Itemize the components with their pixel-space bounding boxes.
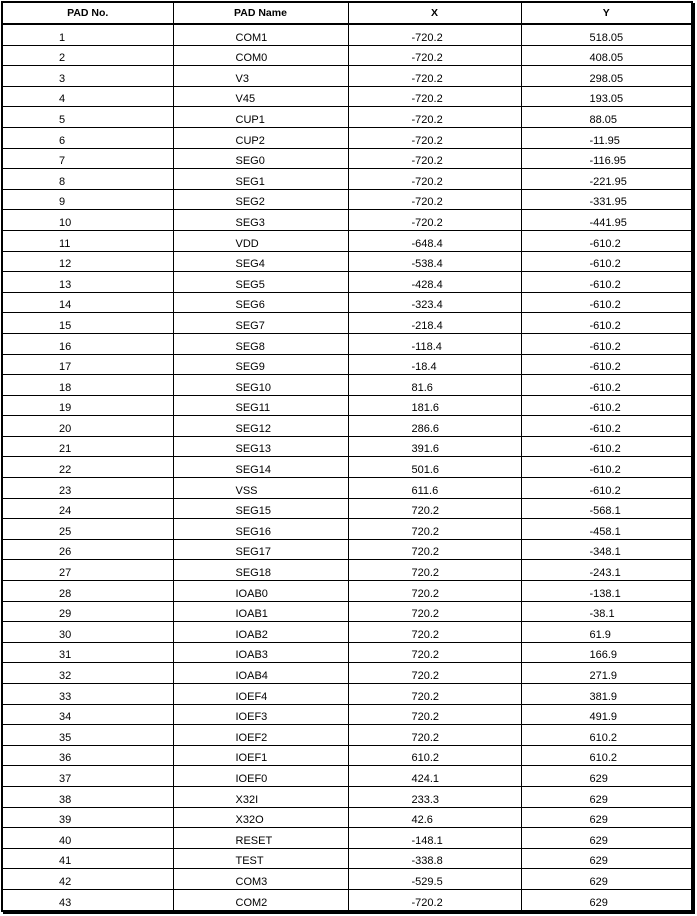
cell-y: 610.2 — [521, 745, 691, 766]
cell-y: -610.2 — [521, 436, 691, 457]
cell-x: -720.2 — [348, 24, 521, 45]
cell-pad-no: 5 — [3, 107, 173, 128]
cell-pad-no: 27 — [3, 560, 173, 581]
cell-pad-name: IOAB4 — [173, 663, 348, 684]
table-row — [3, 539, 691, 560]
cell-pad-name: IOEF3 — [173, 704, 348, 725]
cell-y: 629 — [521, 828, 691, 849]
cell-pad-no: 38 — [3, 786, 173, 807]
cell-y: -243.1 — [521, 560, 691, 581]
table-row — [3, 663, 691, 684]
cell-pad-name: SEG10 — [173, 375, 348, 396]
cell-pad-name: SEG15 — [173, 498, 348, 519]
cell-pad-name: SEG14 — [173, 457, 348, 478]
cell-y: -610.2 — [521, 375, 691, 396]
cell-pad-name: IOEF1 — [173, 745, 348, 766]
table-row — [3, 889, 691, 909]
cell-pad-no: 21 — [3, 436, 173, 457]
cell-y: 629 — [521, 889, 691, 909]
cell-x: 424.1 — [348, 766, 521, 787]
cell-x: 720.2 — [348, 519, 521, 540]
cell-x: 720.2 — [348, 498, 521, 519]
table-row — [3, 66, 691, 87]
cell-pad-name: X32I — [173, 786, 348, 807]
cell-x: 720.2 — [348, 601, 521, 622]
cell-pad-name: COM2 — [173, 889, 348, 909]
cell-pad-no: 41 — [3, 848, 173, 869]
cell-x: -338.8 — [348, 848, 521, 869]
table-row — [3, 498, 691, 519]
cell-x: 42.6 — [348, 807, 521, 828]
cell-y: -610.2 — [521, 354, 691, 375]
table-row — [3, 127, 691, 148]
cell-pad-name: V45 — [173, 86, 348, 107]
cell-pad-no: 28 — [3, 581, 173, 602]
cell-pad-no: 43 — [59, 896, 72, 909]
cell-x: 233.3 — [348, 786, 521, 807]
cell-pad-name: SEG1 — [173, 169, 348, 190]
table-row — [3, 581, 691, 602]
cell-x: -720.2 — [348, 889, 521, 909]
cell-x: 720.2 — [348, 642, 521, 663]
table-row — [3, 416, 691, 437]
cell-pad-name: SEG8 — [173, 333, 348, 354]
cell-y: 298.05 — [521, 66, 691, 87]
cell-pad-name: X32O — [173, 807, 348, 828]
cell-y: -331.95 — [521, 189, 691, 210]
cell-y: 629 — [521, 786, 691, 807]
cell-y: -441.95 — [521, 210, 691, 231]
cell-pad-no: 15 — [3, 313, 173, 334]
cell-pad-name: RESET — [173, 828, 348, 849]
cell-pad-name: COM1 — [173, 24, 348, 45]
cell-x: -18.4 — [348, 354, 521, 375]
cell-pad-name: SEG17 — [173, 539, 348, 560]
cell-x: -720.2 — [348, 189, 521, 210]
cell-pad-no: 35 — [3, 725, 173, 746]
cell-x: -148.1 — [348, 828, 521, 849]
table-header-row — [3, 3, 691, 24]
cell-pad-no: 3 — [3, 66, 173, 87]
cell-y: 610.2 — [521, 725, 691, 746]
cell-pad-name: IOAB2 — [173, 622, 348, 643]
cell-x: 720.2 — [348, 560, 521, 581]
cell-x: 81.6 — [348, 375, 521, 396]
table-row — [3, 519, 691, 540]
cell-x: 181.6 — [348, 395, 521, 416]
cell-y: 381.9 — [521, 684, 691, 705]
cell-pad-no: 40 — [3, 828, 173, 849]
table-row — [3, 230, 691, 251]
table-row — [3, 354, 691, 375]
cell-y: 491.9 — [521, 704, 691, 725]
cell-pad-no: 24 — [3, 498, 173, 519]
cell-y: -610.2 — [521, 272, 691, 293]
cell-x: 720.2 — [348, 663, 521, 684]
cell-pad-no: 20 — [3, 416, 173, 437]
cell-y: -610.2 — [521, 230, 691, 251]
cell-pad-name: SEG16 — [173, 519, 348, 540]
cell-pad-no: 10 — [3, 210, 173, 231]
cell-pad-no: 25 — [3, 519, 173, 540]
cell-pad-no: 23 — [3, 478, 173, 499]
cell-pad-no: 9 — [3, 189, 173, 210]
cell-x: -720.2 — [348, 148, 521, 169]
cell-pad-no: 18 — [3, 375, 173, 396]
cell-pad-no: 13 — [3, 272, 173, 293]
cell-pad-name: TEST — [173, 848, 348, 869]
cell-pad-no: 19 — [3, 395, 173, 416]
table-row — [3, 272, 691, 293]
table-row — [3, 86, 691, 107]
cell-y: -11.95 — [521, 127, 691, 148]
cell-pad-no: 14 — [3, 292, 173, 313]
cell-pad-no: 30 — [3, 622, 173, 643]
cell-x: -428.4 — [348, 272, 521, 293]
table-row — [3, 24, 691, 45]
pad-coordinate-table — [3, 3, 691, 910]
cell-pad-name: IOAB3 — [173, 642, 348, 663]
cell-pad-name: IOEF4 — [173, 684, 348, 705]
cell-pad-name: SEG13 — [173, 436, 348, 457]
cell-pad-no: 22 — [3, 457, 173, 478]
cell-x: -218.4 — [348, 313, 521, 334]
cell-pad-name: SEG7 — [173, 313, 348, 334]
table-row — [3, 807, 691, 828]
cell-y: 408.05 — [521, 45, 691, 66]
cell-pad-name: SEG5 — [173, 272, 348, 293]
table-row — [3, 704, 691, 725]
table-row — [3, 725, 691, 746]
cell-y: 629 — [521, 848, 691, 869]
cell-pad-name: COM3 — [173, 869, 348, 890]
cell-x: 501.6 — [348, 457, 521, 478]
header-pad-no: PAD No. — [3, 3, 173, 24]
cell-y: -610.2 — [521, 478, 691, 499]
cell-pad-no: 16 — [3, 333, 173, 354]
cell-y: 518.05 — [521, 24, 691, 45]
cell-pad-no: 2 — [3, 45, 173, 66]
cell-pad-no: 32 — [3, 663, 173, 684]
table-row — [3, 457, 691, 478]
cell-pad-name: CUP1 — [173, 107, 348, 128]
cell-y: 88.05 — [521, 107, 691, 128]
cell-pad-no: 17 — [3, 354, 173, 375]
cell-y: -348.1 — [521, 539, 691, 560]
pad-table-frame — [1, 1, 693, 912]
cell-y: -116.95 — [521, 148, 691, 169]
cell-y: -568.1 — [521, 498, 691, 519]
table-row — [3, 601, 691, 622]
cell-y: 629 — [521, 869, 691, 890]
table-row — [3, 848, 691, 869]
cell-pad-no: 37 — [3, 766, 173, 787]
table-row — [3, 684, 691, 705]
cell-pad-name: IOAB1 — [173, 601, 348, 622]
cell-x: -648.4 — [348, 230, 521, 251]
cell-pad-name: SEG4 — [173, 251, 348, 272]
cell-pad-name: IOEF2 — [173, 725, 348, 746]
cell-y: -610.2 — [521, 313, 691, 334]
cell-y: -610.2 — [521, 292, 691, 313]
table-row — [3, 210, 691, 231]
header-x: X — [348, 3, 521, 24]
cell-x: -720.2 — [348, 210, 521, 231]
cell-pad-no: 8 — [3, 169, 173, 190]
table-row — [3, 745, 691, 766]
cell-x: 286.6 — [348, 416, 521, 437]
cell-pad-no: 11 — [3, 230, 173, 251]
cell-pad-name: SEG11 — [173, 395, 348, 416]
cell-pad-name: SEG2 — [173, 189, 348, 210]
table-row — [3, 436, 691, 457]
table-row — [3, 622, 691, 643]
cell-y: -610.2 — [521, 457, 691, 478]
cell-pad-name: SEG6 — [173, 292, 348, 313]
cell-y: -610.2 — [521, 395, 691, 416]
cell-y: 629 — [521, 766, 691, 787]
header-pad-name: PAD Name — [173, 3, 348, 24]
cell-pad-name: VDD — [173, 230, 348, 251]
cell-pad-no: 33 — [3, 684, 173, 705]
cell-pad-name: SEG12 — [173, 416, 348, 437]
cell-x: -529.5 — [348, 869, 521, 890]
table-row — [3, 786, 691, 807]
cell-pad-no: 39 — [3, 807, 173, 828]
cell-x: -720.2 — [348, 86, 521, 107]
table-body — [3, 24, 691, 910]
cell-x: 611.6 — [348, 478, 521, 499]
cell-x: -720.2 — [348, 127, 521, 148]
cell-x: 610.2 — [348, 745, 521, 766]
table-row — [3, 828, 691, 849]
cell-x: 720.2 — [348, 684, 521, 705]
cell-y: -38.1 — [521, 601, 691, 622]
table-row — [3, 375, 691, 396]
cell-pad-no: 26 — [3, 539, 173, 560]
table-row — [3, 251, 691, 272]
cell-x: -538.4 — [348, 251, 521, 272]
cell-x: 720.2 — [348, 581, 521, 602]
cell-pad-name: V3 — [173, 66, 348, 87]
cell-pad-name: SEG3 — [173, 210, 348, 231]
table-row — [3, 766, 691, 787]
table-row — [3, 395, 691, 416]
cell-y: -458.1 — [521, 519, 691, 540]
cell-x: 720.2 — [348, 704, 521, 725]
cell-x: -323.4 — [348, 292, 521, 313]
cell-pad-no: 42 — [3, 869, 173, 890]
cell-pad-name: SEG18 — [173, 560, 348, 581]
table-row — [3, 169, 691, 190]
cell-pad-name: COM0 — [173, 45, 348, 66]
cell-pad-no: 7 — [3, 148, 173, 169]
cell-y: 629 — [521, 807, 691, 828]
table-row — [3, 45, 691, 66]
table-row — [3, 560, 691, 581]
cell-x: 720.2 — [348, 539, 521, 560]
cell-y: 271.9 — [521, 663, 691, 684]
cell-pad-no: 29 — [3, 601, 173, 622]
table-row — [3, 333, 691, 354]
cell-x: -720.2 — [348, 66, 521, 87]
cell-pad-no: 12 — [3, 251, 173, 272]
cell-pad-name: SEG9 — [173, 354, 348, 375]
cell-y: -138.1 — [521, 581, 691, 602]
cell-y: -610.2 — [521, 251, 691, 272]
cell-x: -720.2 — [348, 107, 521, 128]
cell-y: -221.95 — [521, 169, 691, 190]
header-y: Y — [521, 3, 691, 24]
cell-pad-no: 31 — [3, 642, 173, 663]
cell-x: -720.2 — [348, 169, 521, 190]
table-row — [3, 189, 691, 210]
cell-y: 61.9 — [521, 622, 691, 643]
cell-pad-no: 34 — [3, 704, 173, 725]
cell-y: -610.2 — [521, 416, 691, 437]
cell-x: -118.4 — [348, 333, 521, 354]
table-row — [3, 478, 691, 499]
cell-pad-no: 4 — [3, 86, 173, 107]
cell-x: 720.2 — [348, 725, 521, 746]
cell-y: 166.9 — [521, 642, 691, 663]
cell-pad-name: IOAB0 — [173, 581, 348, 602]
cell-y: -610.2 — [521, 333, 691, 354]
table-row — [3, 869, 691, 890]
cell-x: -720.2 — [348, 45, 521, 66]
table-row — [3, 642, 691, 663]
cell-x: 720.2 — [348, 622, 521, 643]
cell-pad-no: 6 — [3, 127, 173, 148]
table-row — [3, 292, 691, 313]
table-row — [3, 107, 691, 128]
cell-y: 193.05 — [521, 86, 691, 107]
table-row — [3, 148, 691, 169]
table-row — [3, 313, 691, 334]
cell-pad-no: 36 — [3, 745, 173, 766]
cell-pad-name: SEG0 — [173, 148, 348, 169]
cell-pad-no: 1 — [3, 24, 173, 45]
cell-pad-name: VSS — [173, 478, 348, 499]
cell-pad-name: IOEF0 — [173, 766, 348, 787]
cell-pad-name: CUP2 — [173, 127, 348, 148]
cell-x: 391.6 — [348, 436, 521, 457]
